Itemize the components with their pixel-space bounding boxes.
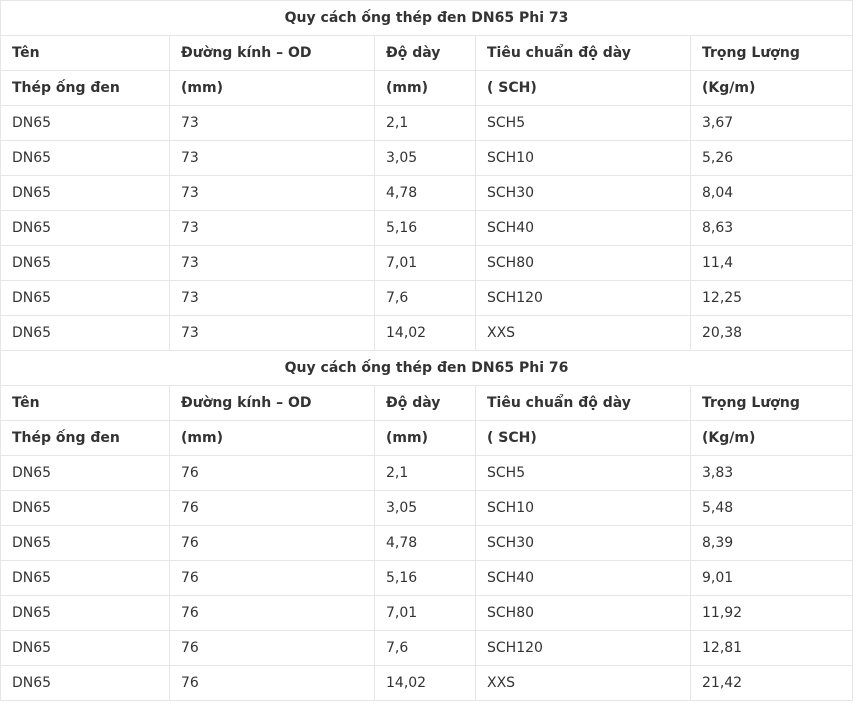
table-row	[1, 491, 853, 526]
table-cell: SCH120	[476, 631, 691, 666]
table-cell: SCH80	[476, 246, 691, 281]
header-cell: Đường kính – OD	[170, 386, 375, 421]
table-cell: 21,42	[691, 666, 853, 701]
table-cell: SCH5	[476, 456, 691, 491]
header-cell: Trọng Lượng	[691, 386, 853, 421]
table-row	[1, 211, 853, 246]
header-cell: Đường kính – OD	[170, 36, 375, 71]
header-row	[1, 36, 853, 71]
table-cell: SCH10	[476, 491, 691, 526]
table-cell: 9,01	[691, 561, 853, 596]
table-cell: 3,05	[375, 141, 476, 176]
header-cell: ( SCH)	[476, 71, 691, 106]
table-title-row	[1, 351, 853, 386]
table-cell: 76	[170, 666, 375, 701]
table-cell: DN65	[1, 176, 170, 211]
table-cell: 4,78	[375, 176, 476, 211]
table-cell: 73	[170, 106, 375, 141]
table-cell: 7,6	[375, 631, 476, 666]
table-cell: 12,25	[691, 281, 853, 316]
table-cell: SCH40	[476, 561, 691, 596]
table-row	[1, 666, 853, 701]
table-cell: XXS	[476, 316, 691, 351]
table-cell: XXS	[476, 666, 691, 701]
table-cell: 5,26	[691, 141, 853, 176]
table-cell: 11,4	[691, 246, 853, 281]
table-cell: DN65	[1, 316, 170, 351]
header-cell: Tiêu chuẩn độ dày	[476, 386, 691, 421]
table-cell: DN65	[1, 211, 170, 246]
table-cell: 73	[170, 316, 375, 351]
table-cell: 12,81	[691, 631, 853, 666]
table-cell: 7,01	[375, 596, 476, 631]
table-cell: SCH40	[476, 211, 691, 246]
table-cell: 2,1	[375, 106, 476, 141]
table-cell: DN65	[1, 281, 170, 316]
table-title: Quy cách ống thép đen DN65 Phi 76	[1, 351, 853, 386]
table-cell: 3,67	[691, 106, 853, 141]
header-cell: ( SCH)	[476, 421, 691, 456]
header-cell: Trọng Lượng	[691, 36, 853, 71]
header-cell: Tên	[1, 36, 170, 71]
header-cell: Thép ống đen	[1, 71, 170, 106]
table-cell: DN65	[1, 246, 170, 281]
table-cell: 14,02	[375, 666, 476, 701]
table-cell: DN65	[1, 491, 170, 526]
table-cell: 73	[170, 281, 375, 316]
table-cell: 73	[170, 211, 375, 246]
header-cell: Độ dày	[375, 36, 476, 71]
table-cell: DN65	[1, 666, 170, 701]
table-cell: 8,04	[691, 176, 853, 211]
table-cell: 4,78	[375, 526, 476, 561]
table-cell: SCH5	[476, 106, 691, 141]
table-cell: 73	[170, 246, 375, 281]
table-cell: 7,01	[375, 246, 476, 281]
header-cell: Tiêu chuẩn độ dày	[476, 36, 691, 71]
table-row	[1, 141, 853, 176]
table-cell: 76	[170, 561, 375, 596]
table-cell: SCH10	[476, 141, 691, 176]
table-cell: DN65	[1, 631, 170, 666]
header-cell: Thép ống đen	[1, 421, 170, 456]
table-cell: SCH30	[476, 176, 691, 211]
table-row	[1, 526, 853, 561]
table-cell: 76	[170, 491, 375, 526]
header-row	[1, 386, 853, 421]
table-row	[1, 631, 853, 666]
table-cell: 76	[170, 456, 375, 491]
table-row	[1, 316, 853, 351]
table-cell: 3,83	[691, 456, 853, 491]
table-cell: 5,16	[375, 211, 476, 246]
table-cell: DN65	[1, 106, 170, 141]
table-cell: DN65	[1, 526, 170, 561]
table-row	[1, 596, 853, 631]
table-cell: SCH30	[476, 526, 691, 561]
table-title: Quy cách ống thép đen DN65 Phi 73	[1, 1, 853, 36]
table-cell: 8,63	[691, 211, 853, 246]
table-cell: SCH80	[476, 596, 691, 631]
header-cell: (Kg/m)	[691, 71, 853, 106]
table-cell: DN65	[1, 561, 170, 596]
table-cell: 11,92	[691, 596, 853, 631]
table-cell: 76	[170, 631, 375, 666]
header-cell: (mm)	[375, 71, 476, 106]
table-cell: 14,02	[375, 316, 476, 351]
table-cell: DN65	[1, 596, 170, 631]
header-cell: Tên	[1, 386, 170, 421]
table-cell: 3,05	[375, 491, 476, 526]
table-row	[1, 246, 853, 281]
table-cell: 76	[170, 526, 375, 561]
table-row	[1, 106, 853, 141]
table-cell: 5,16	[375, 561, 476, 596]
table-cell: 5,48	[691, 491, 853, 526]
table-row	[1, 176, 853, 211]
table-cell: DN65	[1, 141, 170, 176]
table-cell: 20,38	[691, 316, 853, 351]
table-row	[1, 561, 853, 596]
header-cell: Độ dày	[375, 386, 476, 421]
header-cell: (mm)	[375, 421, 476, 456]
table-cell: 73	[170, 141, 375, 176]
header-cell: (mm)	[170, 421, 375, 456]
table-cell: DN65	[1, 456, 170, 491]
table-cell: 73	[170, 176, 375, 211]
table-cell: 76	[170, 596, 375, 631]
table-row	[1, 281, 853, 316]
table-title-row	[1, 1, 853, 36]
table-row	[1, 456, 853, 491]
table-cell: 2,1	[375, 456, 476, 491]
table-cell: 7,6	[375, 281, 476, 316]
table-cell: SCH120	[476, 281, 691, 316]
header-cell: (mm)	[170, 71, 375, 106]
header-units-row	[1, 71, 853, 106]
spec-table-body	[1, 1, 853, 701]
header-units-row	[1, 421, 853, 456]
header-cell: (Kg/m)	[691, 421, 853, 456]
table-cell: 8,39	[691, 526, 853, 561]
